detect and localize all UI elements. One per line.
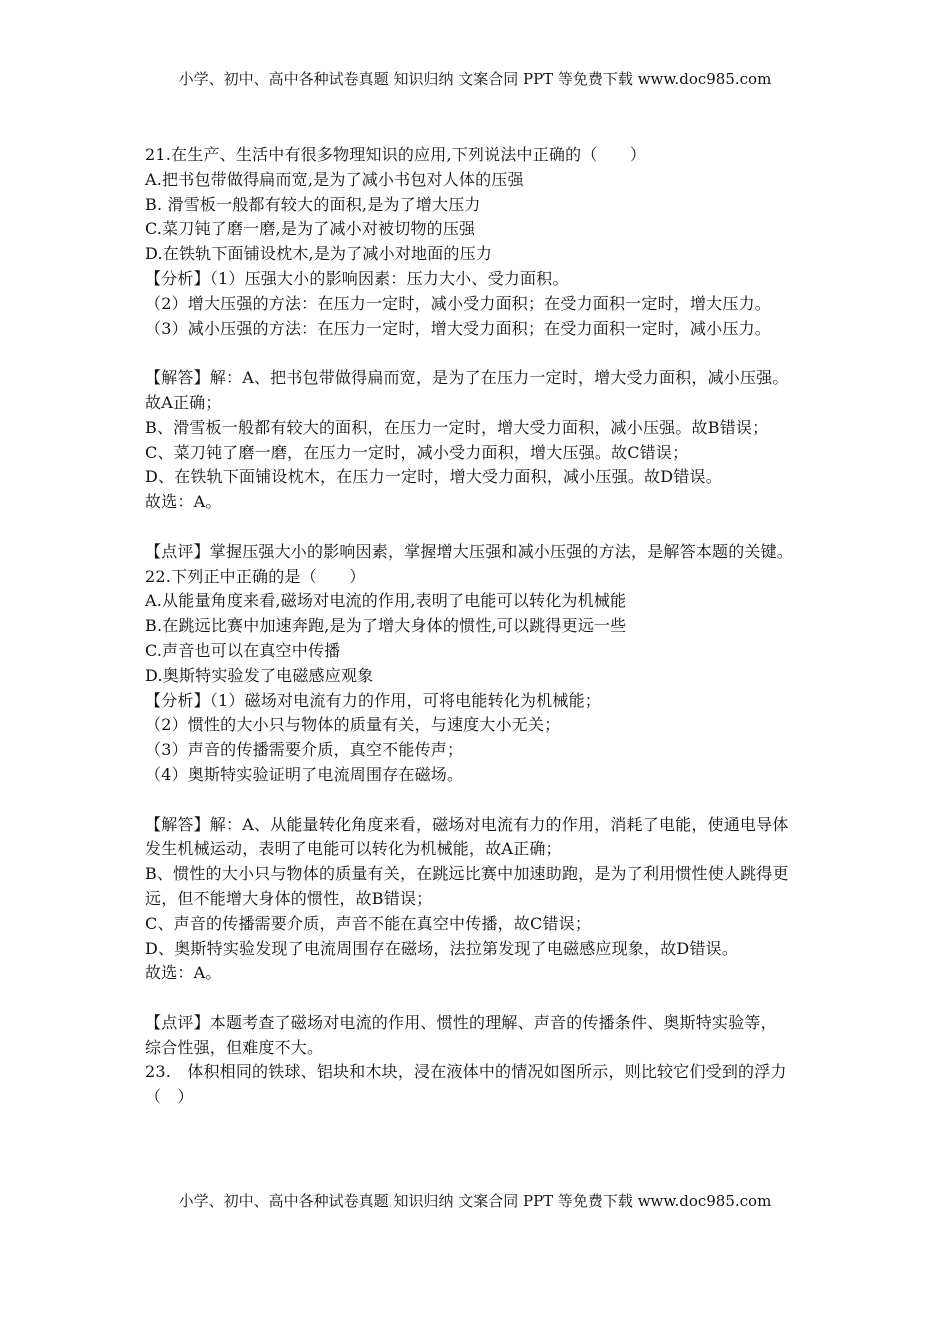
- text-line: 【点评】本题考查了磁场对电流的作用、惯性的理解、声音的传播条件、奥斯特实验等，: [145, 1012, 777, 1032]
- text-line: 远，但不能增大身体的惯性，故B错误；: [145, 888, 433, 908]
- text-line: （ ）: [145, 1087, 194, 1107]
- page-header: 小学、初中、高中各种试卷真题 知识归纳 文案合同 PPT 等免费下载 www.doc985.com: [178, 70, 772, 88]
- text-line: D、在铁轨下面铺设枕木，在压力一定时，增大受力面积，减小压强。故D错误。: [145, 467, 722, 487]
- text-line: 【解答】解：A、把书包带做得扁而宽，是为了在压力一定时，增大受力面积，减小压强。: [145, 368, 789, 388]
- text-line: 发生机械运动，表明了电能可以转化为机械能，故A正确；: [145, 839, 562, 859]
- text-line: C、菜刀钝了磨一磨，在压力一定时，减小受力面积，增大压强。故C错误；: [145, 442, 689, 462]
- text-line: （2）惯性的大小只与物体的质量有关，与速度大小无关；: [145, 715, 561, 735]
- text-line: D.在铁轨下面铺设枕木,是为了减小对地面的压力: [145, 244, 493, 264]
- text-line: A.把书包带做得扁而宽,是为了减小书包对人体的压强: [145, 169, 524, 189]
- text-line: 22.下列正中正确的是（ ）: [145, 566, 366, 586]
- text-line: 故选：A。: [145, 492, 222, 512]
- text-line: 【解答】解：A、从能量转化角度来看，磁场对电流有力的作用，消耗了电能，使通电导体: [145, 814, 789, 834]
- text-line: B、滑雪板一般都有较大的面积，在压力一定时，增大受力面积，减小压强。故B错误；: [145, 417, 769, 437]
- text-line: （3）声音的传播需要介质，真空不能传声；: [145, 740, 464, 760]
- text-line: B、惯性的大小只与物体的质量有关，在跳远比赛中加速助跑，是为了利用惯性使人跳得更: [145, 864, 789, 884]
- text-line: （2）增大压强的方法：在压力一定时，减小受力面积；在受力面积一定时，增大压力。: [145, 293, 771, 313]
- text-line: D.奥斯特实验发了电磁感应观象: [145, 665, 374, 685]
- text-line: C.声音也可以在真空中传播: [145, 640, 341, 660]
- text-line: （3）减小压强的方法：在压力一定时，增大受力面积；在受力面积一定时，减小压力。: [145, 318, 771, 338]
- text-line: C、声音的传播需要介质，声音不能在真空中传播，故C错误；: [145, 913, 592, 933]
- text-line: 【点评】掌握压强大小的影响因素，掌握增大压强和减小压强的方法，是解答本题的关键。: [145, 541, 794, 561]
- blank-line: [145, 986, 825, 1011]
- text-line: 23. 体积相同的铁球、铝块和木块，浸在液体中的情况如图所示，则比较它们受到的浮力: [145, 1062, 787, 1082]
- text-line: D、奥斯特实验发现了电流周围存在磁场，法拉第发现了电磁感应现象，故D错误。: [145, 938, 739, 958]
- document-body: [145, 143, 825, 1110]
- blank-line: [145, 788, 825, 813]
- text-line: 【分析】（1）压强大小的影响因素：压力大小、受力面积。: [145, 268, 569, 288]
- text-line: A.从能量角度来看,磁场对电流的作用,表明了电能可以转化为机械能: [145, 591, 627, 611]
- text-line: 故A正确；: [145, 392, 222, 412]
- text-line: B.在跳远比赛中加速奔跑,是为了增大身体的惯性,可以跳得更远一些: [145, 616, 627, 636]
- text-line: 故选：A。: [145, 963, 222, 983]
- page-footer: 小学、初中、高中各种试卷真题 知识归纳 文案合同 PPT 等免费下载 www.doc985.com: [178, 1192, 772, 1210]
- text-line: C.菜刀钝了磨一磨,是为了减小对被切物的压强: [145, 219, 476, 239]
- text-line: （4）奥斯特实验证明了电流周围存在磁场。: [145, 764, 464, 784]
- text-line: 综合性强，但难度不大。: [145, 1037, 324, 1057]
- blank-line: [145, 515, 825, 540]
- text-line: 【分析】（1）磁场对电流有力的作用，可将电能转化为机械能；: [145, 690, 601, 710]
- text-line: 21.在生产、生活中有很多物理知识的应用,下列说法中正确的（ ）: [145, 145, 647, 164]
- text-line: B. 滑雪板一般都有较大的面积,是为了增大压力: [145, 194, 481, 214]
- blank-line: [145, 341, 825, 366]
